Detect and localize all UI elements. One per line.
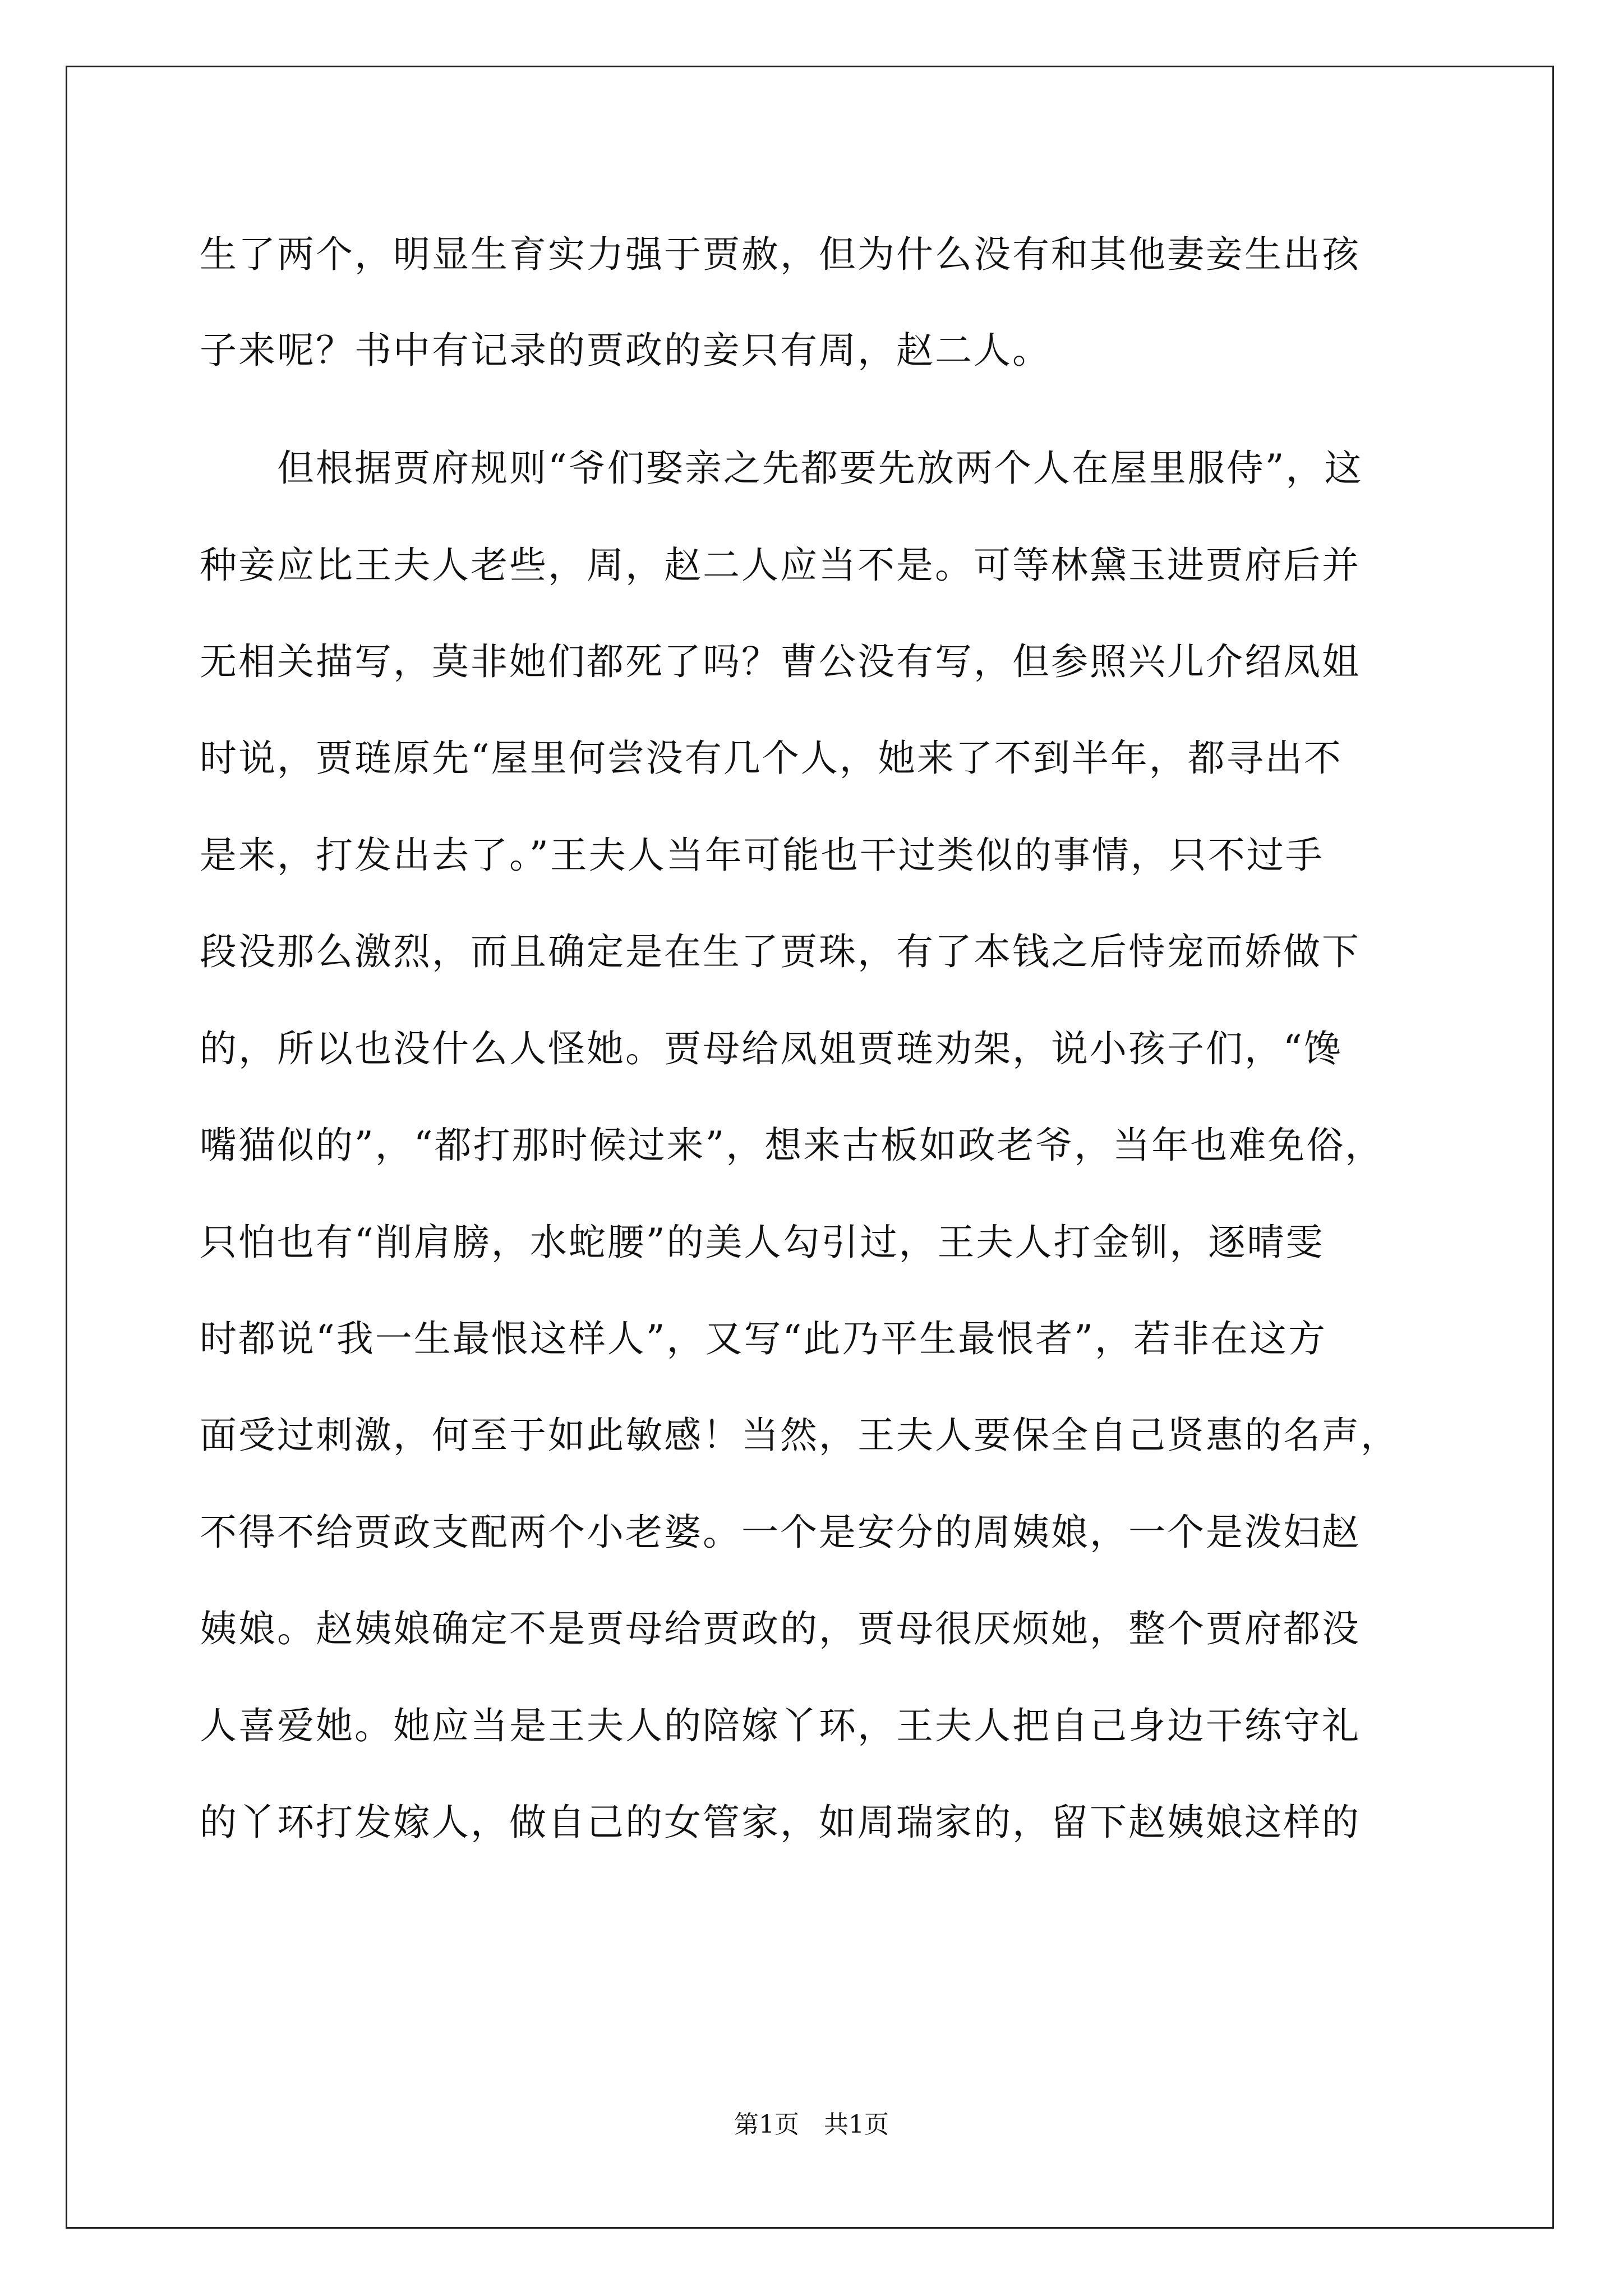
text-line: 的，所以也没什么人怪她。贾母给凤姐贾琏劝架，说小孩子们，“馋 [200,1027,1343,1070]
text-line: 时说，贾琏原先“屋里何尝没有几个人，她来了不到半年，都寻出不 [200,737,1343,780]
text-line: 面受过刺激，何至于如此敏感！当然，王夫人要保全自己贤惠的名声， [200,1414,1399,1457]
text-line: 不得不给贾政支配两个小老婆。一个是安分的周姨娘，一个是泼妇赵 [200,1511,1361,1554]
text-line: 无相关描写，莫非她们都死了吗？曹公没有写，但参照兴儿介绍凤姐 [200,640,1361,683]
text-line: 嘴猫似的”，“都打那时候过来”，想来古板如政老爷，当年也难免俗， [200,1124,1384,1167]
page-footer: 第1页 共1页 [734,2110,889,2139]
text-line: 时都说“我一生最恨这样人”，又写“此乃平生最恨者”，若非在这方 [200,1317,1327,1360]
text-line: 子来呢？书中有记录的贾政的妾只有周，赵二人。 [200,329,1051,372]
text-line: 种妾应比王夫人老些，周，赵二人应当不是。可等林黛玉进贾府后并 [200,544,1361,587]
text-line: 姨娘。赵姨娘确定不是贾母给贾政的，贾母很厌烦她，整个贾府都没 [200,1607,1361,1650]
text-line: 的丫环打发嫁人，做自己的女管家，如周瑞家的，留下赵姨娘这样的 [200,1801,1361,1844]
text-line: 但根据贾府规则“爷们娶亲之先都要先放两个人在屋里服侍”，这 [200,447,1363,490]
text-line: 只怕也有“削肩膀，水蛇腰”的美人勾引过，王夫人打金钏，逐晴雯 [200,1221,1325,1264]
text-line: 段没那么激烈，而且确定是在生了贾珠，有了本钱之后恃宠而娇做下 [200,930,1361,973]
text-line: 生了两个，明显生育实力强于贾赦，但为什么没有和其他妻妾生出孩 [200,233,1361,276]
text-line: 是来，打发出去了。”王夫人当年可能也干过类似的事情，只不过手 [200,834,1324,877]
text-line: 人喜爱她。她应当是王夫人的陪嫁丫环，王夫人把自己身边干练守礼 [200,1704,1361,1747]
